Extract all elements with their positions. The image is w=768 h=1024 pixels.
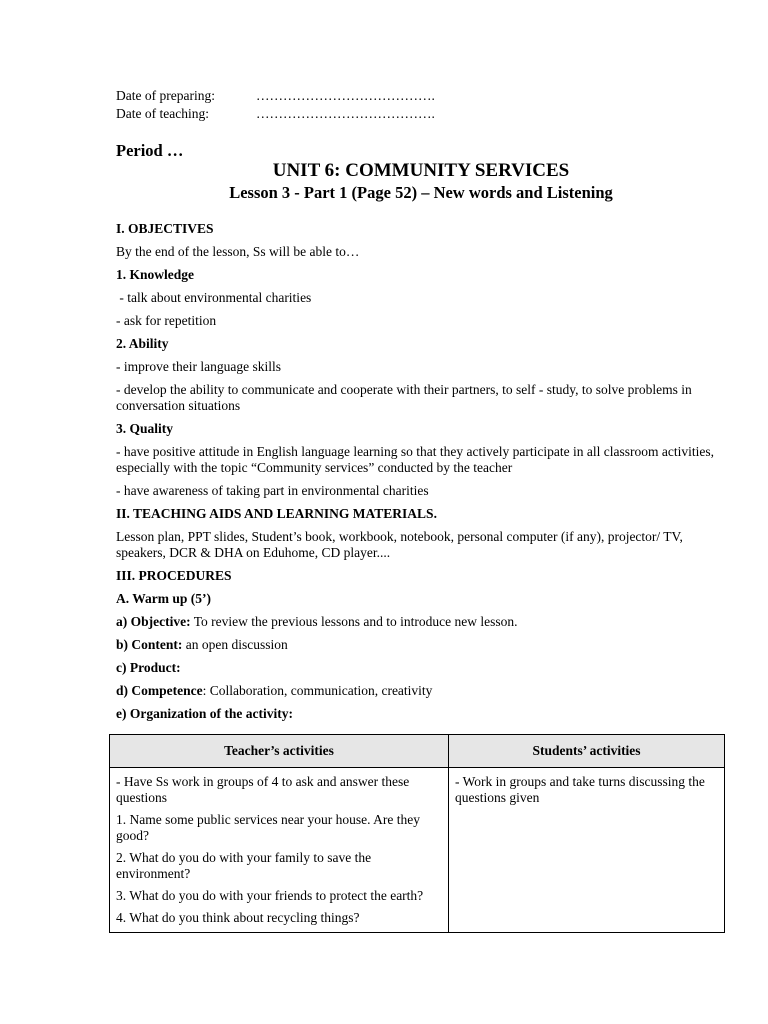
date-teaching-value: ………………………………….	[256, 106, 435, 121]
lesson-plan-page	[116, 88, 726, 722]
content-line	[116, 637, 726, 653]
quality-item: - have positive attitude in English language learning so that they actively participate in all classroom activities, especially with the topic “Community services” conducted by the teacher	[116, 444, 714, 475]
knowledge-heading: 1. Knowledge	[116, 267, 195, 282]
lesson-title: Lesson 3 - Part 1 (Page 52) – New words and Listening	[229, 183, 613, 202]
ability-item: - improve their language skills	[116, 359, 281, 374]
students-activities-header: Students’ activities	[449, 735, 725, 768]
date-preparing-row	[116, 88, 726, 106]
teacher-activities-cell	[110, 768, 449, 933]
procedures-heading: III. PROCEDURES	[116, 568, 232, 583]
quality-heading: 3. Quality	[116, 421, 174, 436]
date-preparing-value: ………………………………….	[256, 88, 435, 103]
knowledge-item: - talk about environmental charities	[116, 290, 312, 305]
table-header-row	[110, 735, 725, 768]
teacher-activities-header: Teacher’s activities	[110, 735, 449, 768]
knowledge-item: - ask for repetition	[116, 313, 217, 328]
student-activity: - Work in groups and take turns discussing the questions given	[455, 774, 705, 805]
competence-line	[116, 683, 726, 699]
teacher-activity: 3. What do you do with your friends to protect the earth?	[116, 888, 424, 903]
competence-label: d) Competence	[116, 683, 203, 698]
students-activities-cell	[449, 768, 725, 933]
ability-item: - develop the ability to communicate and cooperate with their partners, to self - study, to solve problems in conversation situations	[116, 382, 692, 413]
activities-table	[109, 734, 725, 933]
unit-title: UNIT 6: COMMUNITY SERVICES	[272, 160, 570, 181]
objectives-heading: I. OBJECTIVES	[116, 221, 214, 236]
table-row	[110, 768, 725, 933]
product-label: c) Product:	[116, 660, 181, 675]
teacher-activity: 2. What do you do with your family to save the environment?	[116, 850, 372, 881]
warmup-heading: A. Warm up (5’)	[116, 591, 212, 606]
aids-text: Lesson plan, PPT slides, Student’s book, workbook, notebook, personal computer (if any), projector/ TV, speakers, DCR & DHA on Eduhome, CD player....	[116, 529, 683, 560]
content-label: b) Content:	[116, 637, 183, 652]
date-preparing-label: Date of preparing:	[116, 88, 215, 103]
ability-heading: 2. Ability	[116, 336, 169, 351]
organization-label: e) Organization of the activity:	[116, 706, 293, 721]
teacher-activity: 1. Name some public services near your house. Are they good?	[116, 812, 421, 843]
quality-item: - have awareness of taking part in environmental charities	[116, 483, 429, 498]
objective-text: To review the previous lessons and to introduce new lesson.	[190, 614, 518, 629]
period-heading: Period …	[116, 141, 184, 160]
teacher-activity: 4. What do you think about recycling things?	[116, 910, 360, 925]
objectives-intro: By the end of the lesson, Ss will be able to…	[116, 244, 360, 259]
teacher-activity: - Have Ss work in groups of 4 to ask and answer these questions	[116, 774, 410, 805]
objective-label: a) Objective:	[116, 614, 191, 629]
date-teaching-row	[116, 106, 726, 124]
aids-heading: II. TEACHING AIDS AND LEARNING MATERIALS.	[116, 506, 437, 521]
competence-text: : Collaboration, communication, creativity	[202, 683, 433, 698]
content-text: an open discussion	[182, 637, 288, 652]
date-teaching-label: Date of teaching:	[116, 106, 209, 121]
objective-line	[116, 614, 726, 630]
